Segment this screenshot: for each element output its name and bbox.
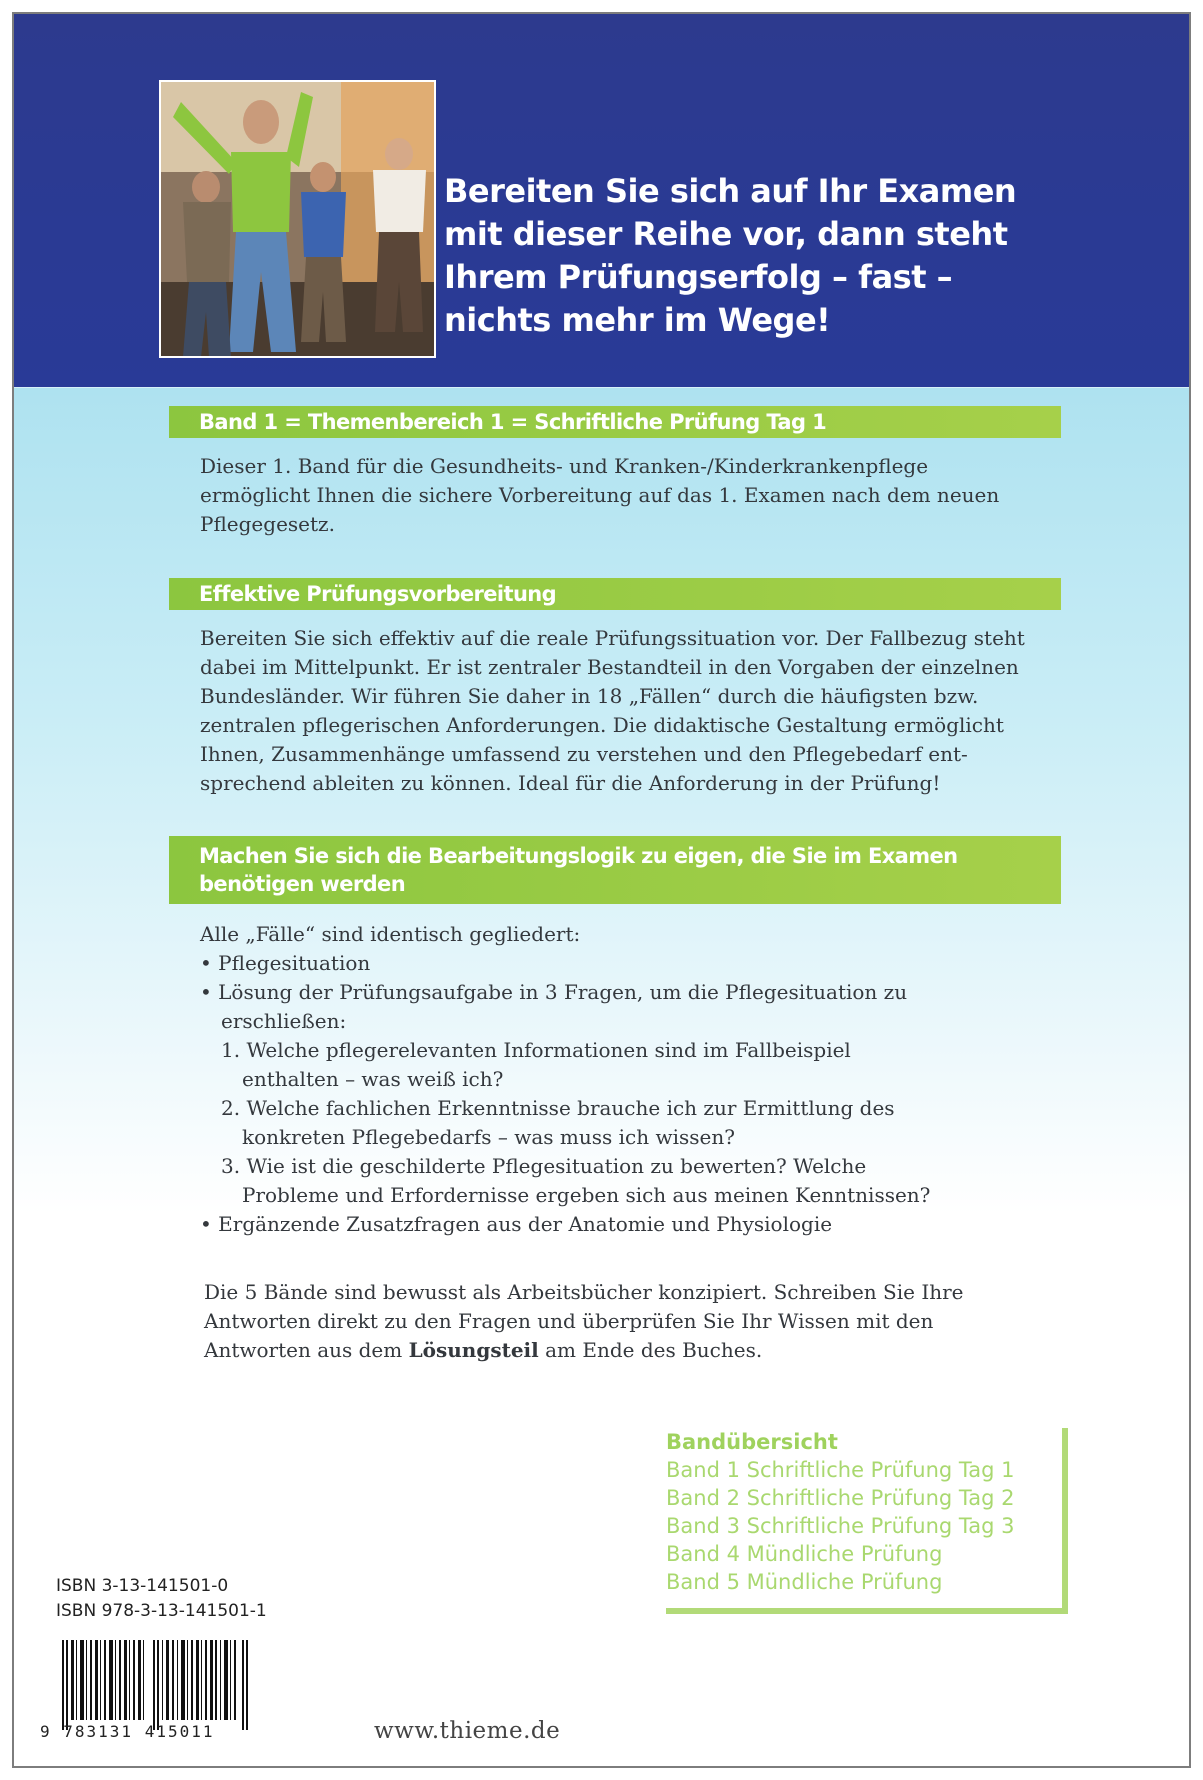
text-line: Antworten direkt zu den Fragen und überprüfen Sie Ihr Wissen mit den: [204, 1309, 934, 1333]
section-title-logic: [169, 836, 1061, 904]
book-back-cover: [12, 12, 1191, 1768]
workbook-paragraph: [204, 1278, 1064, 1365]
text-line: Alle „Fälle“ sind identisch gegliedert:: [200, 922, 581, 946]
section-title-band-1: [169, 406, 1061, 438]
list-item: • Lösung der Prüfungsaufgabe in 3 Fragen, um die Pflegesituation zu: [200, 980, 908, 1004]
text-line: [204, 1336, 1064, 1365]
text-line: Bundesländer. Wir führen Sie daher in 18 „Fällen“ durch die häufigsten bzw.: [200, 684, 979, 708]
overview-item: Band 3 Schriftliche Prüfung Tag 3: [666, 1514, 1015, 1538]
text-line: ermöglicht Ihnen die sichere Vorbereitung auf das 1. Examen nach dem neuen: [200, 483, 1000, 507]
section-text-band-1: [200, 452, 1060, 539]
question-2-continuation: konkreten Pflegebedarfs – was muss ich wissen?: [242, 1125, 735, 1149]
headline-line: Ihrem Prüfungserfolg – fast –: [444, 258, 953, 296]
overview-item: Band 1 Schriftliche Prüfung Tag 1: [666, 1458, 1015, 1482]
overview-item: Band 4 Mündliche Prüfung: [666, 1542, 943, 1566]
overview-item: Band 2 Schriftliche Prüfung Tag 2: [666, 1486, 1015, 1510]
question-3-continuation: Probleme und Erfordernisse ergeben sich aus meinen Kenntnissen?: [242, 1183, 931, 1207]
text-line: Die 5 Bände sind bewusst als Arbeitsbücher konzipiert. Schreiben Sie Ihre: [204, 1280, 964, 1304]
section-text-effective-preparation: [200, 624, 1060, 798]
question-1: 1. Welche pflegerelevanten Informationen sind im Fallbeispiel: [221, 1038, 851, 1062]
text-line: sprechend ableiten zu können. Ideal für die Anforderung in der Prüfung!: [200, 771, 941, 795]
barcode: [62, 1640, 257, 1730]
overview-title: Bandübersicht: [666, 1430, 838, 1454]
isbn-block: [56, 1574, 267, 1624]
list-item: • Ergänzende Zusatzfragen aus der Anatomie und Physiologie: [200, 1212, 833, 1236]
headline-line: nichts mehr im Wege!: [444, 301, 831, 339]
headline-line: Bereiten Sie sich auf Ihr Examen: [444, 172, 1017, 210]
photo-illustration: [161, 82, 436, 358]
volume-overview: [666, 1428, 1068, 1614]
list-item-continuation: erschließen:: [221, 1009, 347, 1033]
section-text-logic: [200, 920, 1060, 1239]
text-fragment: Antworten aus dem: [204, 1338, 409, 1362]
text-line: Ihnen, Zusammenhänge umfassend zu verstehen und den Pflegebedarf ent-: [200, 742, 968, 766]
list-item: • Pflegesituation: [200, 951, 371, 975]
text-line: Dieser 1. Band für die Gesundheits- und Kranken-/Kinderkrankenpflege: [200, 454, 929, 478]
text-line: Bereiten Sie sich effektiv auf die reale Prüfungssituation vor. Der Fallbezug steht: [200, 626, 1025, 650]
text-line: dabei im Mittelpunkt. Er ist zentraler Bestandteil in den Vorgaben der einzelnen: [200, 655, 1019, 679]
text-fragment: am Ende des Buches.: [538, 1338, 763, 1362]
publisher-website: www.thieme.de: [374, 1718, 561, 1744]
text-line: zentralen pflegerischen Anforderungen. Die didaktische Gestaltung ermöglicht: [200, 713, 1004, 737]
section-title-line: Machen Sie sich die Bearbeitungslogik zu eigen, die Sie im Examen: [199, 844, 958, 868]
question-1-continuation: enthalten – was weiß ich?: [242, 1067, 504, 1091]
isbn-13: ISBN 978-3-13-141501-1: [56, 1601, 267, 1621]
question-3: 3. Wie ist die geschilderte Pflegesituation zu bewerten? Welche: [221, 1154, 867, 1178]
question-2: 2. Welche fachlichen Erkenntnisse brauche ich zur Ermittlung des: [221, 1096, 895, 1120]
headline-line: mit dieser Reihe vor, dann steht: [444, 215, 1008, 253]
isbn-10: ISBN 3-13-141501-0: [56, 1576, 229, 1596]
section-title-line: benötigen werden: [199, 872, 406, 896]
section-title: Band 1 = Themenbereich 1 = Schriftliche Prüfung Tag 1: [199, 410, 827, 434]
headline: [444, 170, 1024, 342]
barcode-digits: 9 783131 415011: [40, 1722, 215, 1741]
cover-photo-jumping-people: [159, 80, 436, 358]
text-line: Pflegegesetz.: [200, 512, 335, 536]
section-title-effective-preparation: [169, 578, 1061, 610]
section-title: Effektive Prüfungsvorbereitung: [199, 582, 557, 606]
overview-item: Band 5 Mündliche Prüfung: [666, 1570, 943, 1594]
solution-section-emphasis: Lösungsteil: [408, 1338, 539, 1362]
